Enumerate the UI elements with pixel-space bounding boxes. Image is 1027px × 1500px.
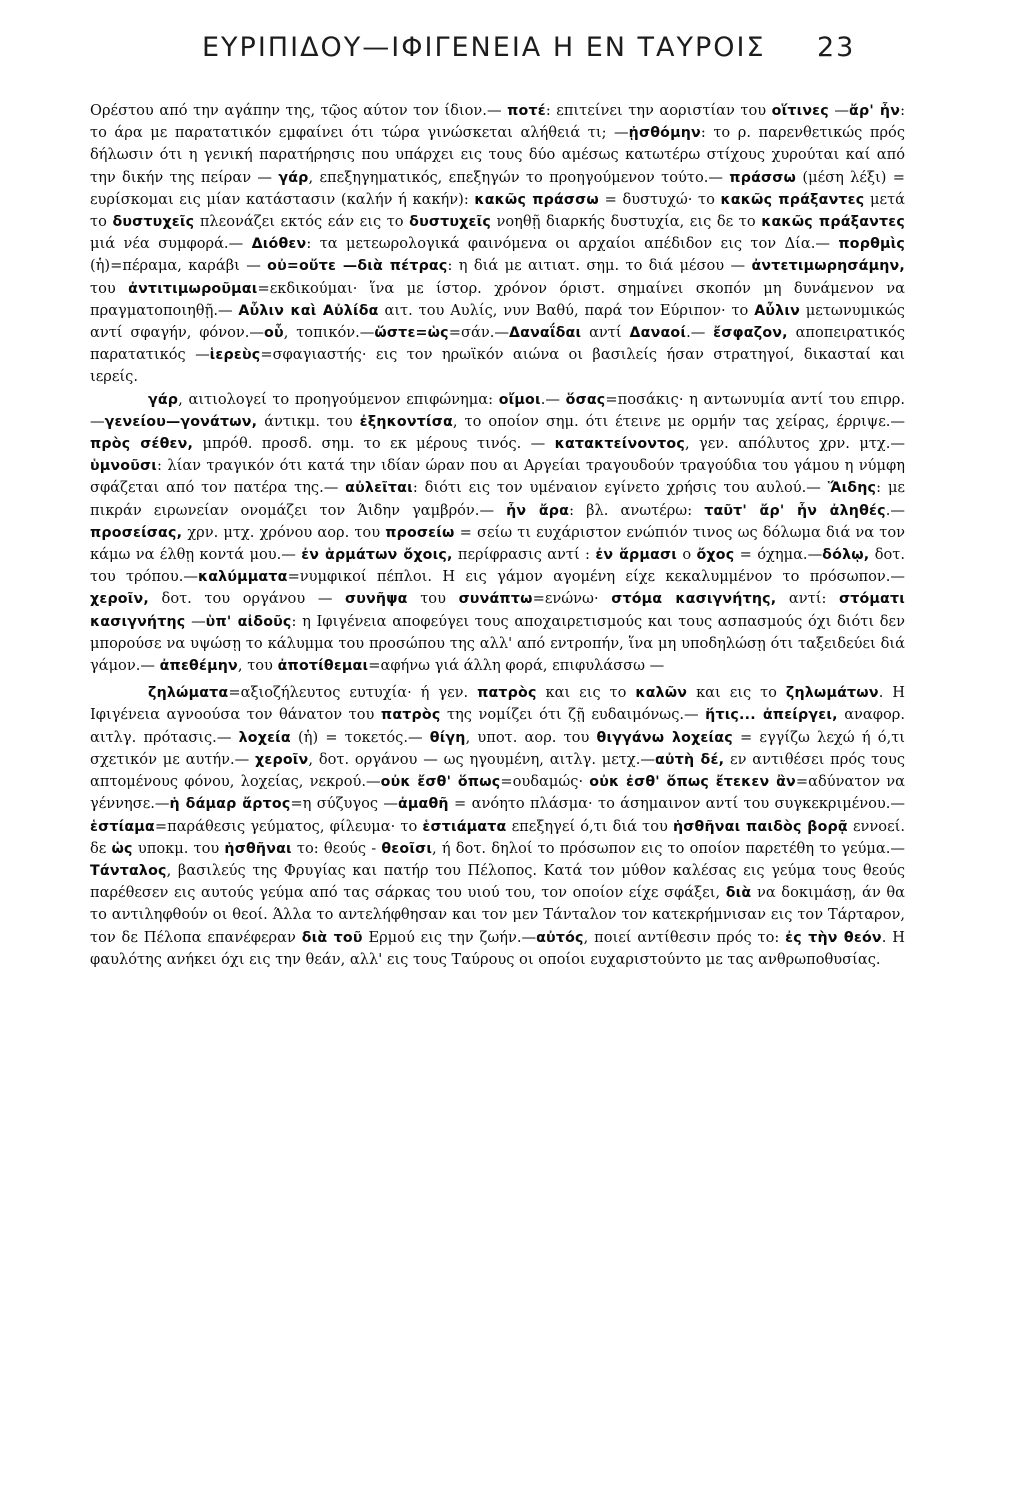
lemma-term: Δαναοί bbox=[629, 325, 687, 342]
commentary-text: . Η φαυλότης ανήκει όχι εις την θεάν, αλλ' εις τους Ταύρους οι οποίοι ευχαριστούντο με τας ανθρωποθυσίας. bbox=[90, 928, 905, 968]
lemma-term: λοχεία bbox=[238, 729, 291, 746]
lemma-term: χεροῖν, bbox=[90, 591, 149, 608]
lemma-term: πρὸς σέθεν, bbox=[90, 436, 194, 453]
lemma-term: ἱερεὺς bbox=[209, 347, 261, 364]
commentary-paragraph bbox=[90, 389, 905, 678]
commentary-text: , γεν. απόλυτος χρν. μτχ.— bbox=[684, 435, 905, 453]
commentary-text: μπρόθ. προσδ. σημ. το εκ μέρους τινός. — bbox=[193, 435, 555, 453]
commentary-text: =αξιοζήλευτος ευτυχία· ή γεν. bbox=[228, 684, 478, 702]
commentary-text: δοτ. του οργάνου — bbox=[148, 590, 346, 608]
commentary-text: =παράθεσις γεύματος, φίλευμα· το bbox=[154, 817, 423, 835]
commentary-text: μιά νέα συμφορά.— bbox=[90, 235, 252, 253]
lemma-term: ἥτις... ἀπείργει, bbox=[705, 707, 838, 724]
lemma-term: ἀντιτιμωροῦμαι bbox=[128, 280, 258, 297]
lemma-term: θίγη bbox=[429, 729, 466, 746]
lemma-term: ἡσθῆναι bbox=[224, 840, 292, 857]
lemma-term: δυστυχεῖς bbox=[112, 214, 195, 231]
commentary-text: αντί bbox=[581, 324, 630, 342]
commentary-text: = σείω τι ευχάριστον ενώπιόν τινος ως δόλωμα διά να τον κάμω να έλθῃ κοντά μου.— bbox=[90, 523, 905, 564]
lemma-term: οὐκ ἐσθ' ὅπως ἔτεκεν ἂν bbox=[589, 774, 796, 791]
commentary-text: : τα μετεωρολογικά φαινόμενα οι αρχαίοι απέδιδον εις τον Δία.— bbox=[306, 235, 839, 253]
lemma-term: Αὖλιν καὶ Αὐλίδα bbox=[238, 302, 379, 319]
lemma-term: ὄχος bbox=[696, 547, 735, 564]
lemma-term: ποτέ bbox=[507, 103, 546, 119]
commentary-paragraph bbox=[90, 100, 905, 389]
lemma-term: ὑμνοῦσι bbox=[90, 458, 157, 475]
commentary-text: : βλ. ανωτέρω: bbox=[569, 501, 705, 519]
lemma-term: Δαναΐδαι bbox=[508, 325, 582, 342]
commentary-text: του bbox=[90, 279, 129, 297]
lemma-term: ἄρ' ἦν bbox=[849, 103, 901, 119]
commentary-text: αναφορ. αιτλγ. πρότασις.— bbox=[90, 706, 906, 746]
lemma-term: πορθμὶς bbox=[838, 236, 905, 253]
commentary-text: νοηθῇ διαρκής δυστυχία, εις δε το bbox=[490, 213, 762, 231]
lemma-term: Ἅιδης bbox=[827, 480, 877, 497]
header-title: ΕΥΡΙΠΙΔΟΥ—ΙΦΙΓΕΝΕΙΑ Η ΕΝ ΤΑΥΡΟΙΣ bbox=[202, 32, 766, 63]
commentary-text: : η Ιφιγένεια αποφεύγει τους αποχαιρετισμούς και τους ασπασμούς όχι διότι δεν μπορούσε να υψώσῃ το κάλυμμα του προσώπου της αλλ' από εντροπήν, ἵνα μη υποδηλώσῃ ότι ταξειδεύει διά γάμον.— bbox=[90, 612, 905, 675]
commentary-text: υποκμ. του bbox=[132, 839, 225, 857]
lemma-term: αὐτὴ δέ, bbox=[654, 751, 725, 768]
lemma-term: πατρὸς bbox=[477, 685, 537, 702]
commentary-text: =ουδαμώς· bbox=[500, 773, 590, 791]
commentary-text: και εις το bbox=[536, 684, 636, 702]
lemma-term: διὰ τοῦ bbox=[301, 929, 363, 946]
lemma-term: ἦν ἄρα bbox=[506, 502, 570, 519]
commentary-text: =αδύνατον να γέννησε.— bbox=[90, 773, 905, 813]
commentary-text: = εγγίζω λεχώ ή ό,τι σχετικόν με αυτήν.— bbox=[90, 728, 905, 768]
lemma-term: Τάνταλος bbox=[90, 862, 167, 879]
lemma-term: αὐτός bbox=[536, 929, 584, 946]
lemma-term: Διόθεν bbox=[251, 236, 307, 253]
commentary-text: (ἡ) = τοκετός.— bbox=[290, 728, 430, 746]
commentary-text: =νυμφικοί πέπλοι. Η εις γάμον αγομένη είχε κεκαλυμμένον το πρόσωπον.— bbox=[287, 568, 905, 586]
commentary-text: : επιτείνει την αοριστίαν του bbox=[545, 102, 772, 119]
lemma-term: κακῶς πράσσω bbox=[474, 191, 599, 208]
commentary-text: να δοκιμάσῃ, άν θα το αντιληφθούν οι θεοί. Άλλα το αντελήφθησαν και τον μεν Τάνταλον τον κατεκρήμνισαν εις τον Τάρταρον, τον δε Πέλοπα επανέφεραν bbox=[90, 884, 905, 946]
lemma-term: οὐκ ἔσθ' ὅπως bbox=[380, 774, 501, 791]
commentary-text: εν αντιθέσει πρός τους απτομένους φόνου, λοχείας, νεκρού.— bbox=[90, 750, 905, 791]
lemma-term: στόματι κασιγνήτης bbox=[90, 591, 905, 630]
lemma-term: ἐξηκοντίσα bbox=[359, 413, 453, 430]
commentary-text: το: θεούς - bbox=[291, 839, 382, 857]
commentary-text: . Η Ιφιγένεια αγνοούσα τον θάνατον του bbox=[90, 684, 905, 724]
lemma-term: ὅσας bbox=[565, 391, 606, 408]
lemma-term: οἴμοι bbox=[498, 391, 541, 408]
commentary-text: =σφαγιαστής· εις τον ηρωϊκόν αιώνα οι βασιλείς ήσαν στρατηγοί, δικασταί και ιερείς. bbox=[90, 346, 906, 386]
commentary-text: Ερμού εις την ζωήν.— bbox=[362, 928, 537, 946]
commentary-text: .— bbox=[686, 324, 714, 342]
commentary-text: άντικμ. του bbox=[257, 412, 360, 430]
commentary-text: (μέση λέξι) = ευρίσκομαι εις μίαν κατάστασιν (καλήν ή κακήν): bbox=[90, 168, 905, 208]
lemma-term: ὡς bbox=[111, 840, 133, 857]
commentary-text: — bbox=[185, 612, 206, 630]
lemma-term: διὰ bbox=[725, 885, 752, 902]
commentary-text: χρν. μτχ. χρόνου αορ. του bbox=[182, 523, 386, 541]
lemma-term: οἵτινες bbox=[771, 103, 829, 119]
commentary-text: : με πικράν ειρωνείαν ονομάζει τον Άιδην γαμβρόν.— bbox=[90, 479, 905, 519]
commentary-text: περίφρασις αντί : bbox=[452, 546, 596, 564]
lemma-term: ἐς τὴν θεόν bbox=[785, 929, 882, 946]
lemma-term: ζηλωμάτων bbox=[785, 685, 879, 702]
commentary-text: .— bbox=[885, 501, 905, 519]
commentary-text: =αφήνω γιά άλλη φορά, επιφυλάσσω — bbox=[368, 657, 665, 675]
lemma-term: κακῶς πράξαντες bbox=[761, 214, 905, 231]
lemma-term: ἐν ἁρμάτων ὄχοις, bbox=[301, 547, 453, 564]
commentary-text: : διότι εις τον υμέναιον εγίνετο χρήσις του αυλού.— bbox=[412, 479, 828, 497]
commentary-text: =σάν.— bbox=[448, 324, 509, 342]
commentary-text: αιτ. του Αυλίς, νυν Βαθύ, παρά τον Εύριπον· το bbox=[378, 301, 755, 319]
lemma-term: ἀπεθέμην bbox=[159, 658, 238, 675]
lemma-term: ἀποτίθεμαι bbox=[277, 658, 369, 675]
commentary-text: εννοεί. δε bbox=[90, 817, 905, 857]
commentary-body bbox=[90, 100, 905, 971]
lemma-term: ἑστίαμα bbox=[90, 818, 155, 835]
lemma-term: ὥστε=ὡς bbox=[374, 325, 449, 342]
lemma-term: ἀντετιμωρησάμην, bbox=[751, 258, 905, 275]
lemma-term: ζηλώματα bbox=[148, 685, 229, 702]
lemma-term: δυστυχεῖς bbox=[409, 214, 491, 231]
commentary-text: , υποτ. αορ. του bbox=[465, 728, 597, 746]
lemma-term: αὐλεῖται bbox=[345, 480, 413, 497]
commentary-text: της νομίζει ότι ζῇ ευδαιμόνως.— bbox=[440, 706, 706, 724]
lemma-term: ὑπ' αἰδοῦς bbox=[205, 613, 292, 630]
commentary-text: , επεξηγηματικός, επεξηγών το προηγούμενον τούτο.— bbox=[308, 168, 730, 186]
lemma-term: κατακτείνοντος bbox=[554, 436, 685, 453]
lemma-term: γάρ bbox=[148, 391, 179, 408]
lemma-term: ταῦτ' ἄρ' ἦν ἀληθές bbox=[704, 502, 886, 519]
commentary-text: , δοτ. οργάνου — ως ηγουμένη, αιτλγ. μετχ.— bbox=[308, 750, 655, 768]
commentary-text: : η διά με αιτιατ. σημ. το διά μέσου — bbox=[447, 257, 752, 275]
lemma-term: κακῶς πράξαντες bbox=[720, 191, 865, 208]
commentary-text: , βασιλεύς της Φρυγίας και πατήρ του Πέλοπος. Κατά τον μύθον καλέσας εις γεύμα τους θεούς παρέθεσεν εις αυτούς γεύμα από τας σάρκας του υιού του, τον οποίον είχε σφάξει, bbox=[90, 861, 905, 902]
commentary-text: , του bbox=[237, 657, 278, 675]
commentary-text: =η σύζυγος — bbox=[290, 795, 398, 813]
lemma-term: οὐ=οὔτε —διὰ πέτρας bbox=[267, 258, 448, 275]
commentary-text: = ανόητο πλάσμα· το άσημαινον αντί του συγκεκριμένου.— bbox=[448, 795, 906, 813]
commentary-text: μετωνυμικώς αντί σφαγήν, φόνον.— bbox=[90, 301, 905, 342]
lemma-term: συνῆψα bbox=[345, 591, 408, 608]
commentary-text: , ή δοτ. δηλοί το πρόσωπον εις το οποίον παρετέθη το γεύμα.— bbox=[432, 839, 905, 857]
lemma-term: ἑστιάματα bbox=[422, 818, 507, 835]
commentary-text: αποπειρατικός παρατατικός — bbox=[90, 324, 905, 364]
commentary-text: — bbox=[828, 102, 850, 119]
lemma-term: στόμα κασιγνήτης, bbox=[611, 591, 777, 608]
lemma-term: ἡ δάμαρ ἄρτος bbox=[169, 796, 291, 813]
commentary-text: μετά το bbox=[90, 190, 905, 231]
commentary-text: .— bbox=[540, 390, 566, 408]
lemma-term: πατρὸς bbox=[380, 707, 441, 724]
commentary-text: και εις το bbox=[687, 684, 786, 702]
lemma-term: ἔσφαζον, bbox=[713, 325, 788, 342]
commentary-text: , το οποίον σημ. ότι έτεινε με ορμήν τας χείρας, έρριψε.— bbox=[452, 412, 906, 430]
lemma-term: γάρ bbox=[278, 169, 309, 186]
commentary-text: , τοπικόν.— bbox=[283, 324, 375, 342]
lemma-term: ᾐσθόμην bbox=[628, 125, 701, 142]
commentary-text: δοτ. του τρόπου.— bbox=[90, 546, 905, 586]
commentary-text: : λίαν τραγικόν ότι κατά την ιδίαν ώραν που αι Αργείαι τραγουδούν τραγούδια του γάμου η νύμφη σφάζεται από τον πατέρα της.— bbox=[90, 457, 905, 497]
lemma-term: χεροῖν bbox=[255, 751, 309, 768]
commentary-text: =ποσάκις· η αντωνυμία αντί του επιρρ.— bbox=[90, 390, 905, 430]
lemma-term: καλύμματα bbox=[197, 569, 288, 586]
lemma-term: πράσσω bbox=[729, 169, 797, 186]
lemma-term: προσείσας, bbox=[90, 524, 183, 541]
lemma-term: δόλῳ, bbox=[822, 547, 870, 564]
lemma-term: Αὖλιν bbox=[754, 302, 800, 319]
lemma-term: ἡσθῆναι παιδὸς βορᾷ bbox=[673, 818, 848, 835]
commentary-text: : το άρα με παρατατικόν εμφαίνει ότι τώρα γινώσκεται αλήθειά τι; — bbox=[90, 102, 906, 142]
commentary-text: επεξηγεί ό,τι διά του bbox=[506, 817, 673, 835]
commentary-text: , αιτιολογεί το προηγούμενον επιφώνημα: bbox=[178, 390, 499, 408]
lemma-term: θεοῖσι bbox=[381, 840, 433, 857]
lemma-term: ἀμαθῆ bbox=[397, 796, 449, 813]
commentary-text: (ἡ)=πέραμα, καράβι — bbox=[90, 257, 268, 275]
commentary-text: = όχημα.— bbox=[734, 546, 823, 564]
lemma-term: οὗ bbox=[264, 325, 284, 342]
commentary-text: =ενώνω· bbox=[532, 590, 612, 608]
commentary-text: =εκδικούμαι· ἵνα με ίστορ. χρόνον όριστ. σημαίνει σκοπόν μη δυνάμενον να πραγματοποιηθῇ.— bbox=[90, 279, 905, 319]
commentary-text: πλεονάζει εκτός εάν εις το bbox=[194, 213, 410, 231]
lemma-term: καλῶν bbox=[635, 685, 688, 702]
commentary-text: Ορέστου από την αγάπην της, τῷος αύτον τον ίδιον.— bbox=[90, 102, 508, 119]
lemma-term: θιγγάνω λοχείας bbox=[596, 729, 733, 746]
commentary-text: , ποιεί αντίθεσιν πρός το: bbox=[583, 928, 786, 946]
commentary-text: του bbox=[407, 590, 459, 608]
commentary-text: αντί: bbox=[776, 590, 839, 608]
commentary-text: ο bbox=[676, 546, 697, 564]
lemma-term: προσείω bbox=[385, 524, 455, 541]
commentary-text: = δυστυχώ· το bbox=[598, 190, 721, 208]
commentary-paragraph bbox=[90, 682, 905, 971]
lemma-term: γενείου—γονάτων, bbox=[104, 413, 258, 430]
commentary-text: : το ρ. παρενθετικώς πρός δήλωσιν ότι η γενική παρατήρησις που υπάρχει εις τους δύο αμέσως κατωτέρω στίχους χυρούται καί από την δικήν της πείραν — bbox=[90, 124, 906, 186]
page-number: 23 bbox=[817, 32, 856, 63]
lemma-term: ἐν ἅρμασι bbox=[595, 547, 677, 564]
lemma-term: συνάπτω bbox=[458, 591, 533, 608]
